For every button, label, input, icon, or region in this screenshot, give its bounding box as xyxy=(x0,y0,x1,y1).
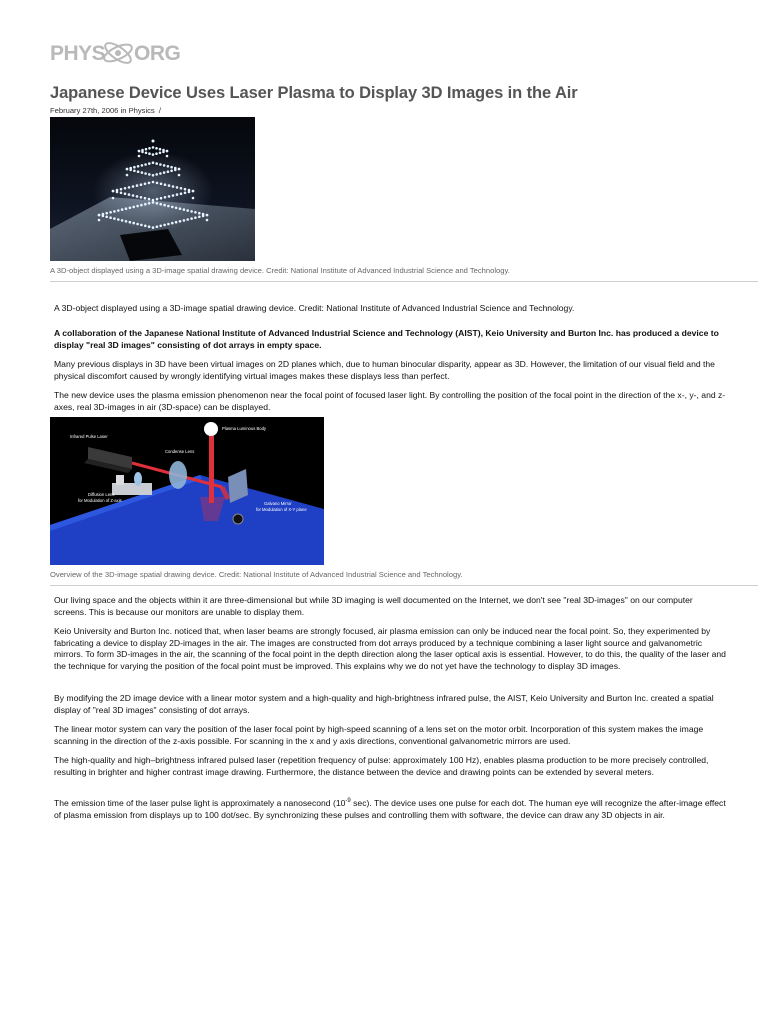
plasma-dot xyxy=(132,206,135,209)
plasma-dot xyxy=(128,186,131,189)
plasma-dot xyxy=(116,191,119,194)
plasma-dot xyxy=(176,193,179,196)
plasma-dot xyxy=(144,197,147,200)
plasma-dot xyxy=(162,151,165,154)
article-date: February 27th, 2006 xyxy=(50,106,119,115)
plasma-dot xyxy=(133,170,136,173)
figure1-caption: A 3D-object displayed using a 3D-image spatial drawing device. Credit: National Institute of Advanced Industrial Science and Technology. xyxy=(50,266,510,275)
plasma-dot xyxy=(137,165,140,168)
plasma-dot xyxy=(141,151,144,154)
plasma-dot xyxy=(144,225,147,228)
plasma-dot xyxy=(124,187,127,190)
plasma-dot xyxy=(136,205,139,208)
diagram-label-galvano-sub: for Modulation of X-Y plane xyxy=(256,507,307,512)
plasma-dot xyxy=(164,196,167,199)
plasma-dot xyxy=(175,207,178,210)
diagram-label-infrared: Infrared Pulse Laser xyxy=(70,434,108,439)
plasma-dot xyxy=(186,218,189,221)
plasma-dot xyxy=(152,226,155,229)
plasma-dot xyxy=(133,166,136,169)
plasma-dot xyxy=(140,183,143,186)
plasma-dot xyxy=(113,210,116,213)
plasma-dot xyxy=(172,185,175,188)
plasma-dot xyxy=(156,225,159,228)
plasma-dot xyxy=(159,163,162,166)
plasma-dot xyxy=(125,220,128,223)
plasma-dot xyxy=(113,217,116,220)
logo-text-phys: PHYS xyxy=(50,42,106,65)
plasma-dot xyxy=(198,216,201,219)
plasma-dot xyxy=(141,164,144,167)
diagram-label-condense: Condense Lens xyxy=(165,449,195,454)
plasma-dot xyxy=(136,184,139,187)
plasma-dot xyxy=(180,192,183,195)
plasma-dot xyxy=(126,168,129,171)
plasma-dot xyxy=(159,225,162,228)
plasma-dot xyxy=(190,210,193,213)
plasma-dot xyxy=(152,140,155,143)
plasma-dot xyxy=(168,184,171,187)
figure-3d-pyramid-image xyxy=(50,117,255,261)
category-link[interactable]: Physics xyxy=(128,106,155,115)
plasma-dot xyxy=(132,222,135,225)
plasma-dot xyxy=(128,193,131,196)
dateline-separator: / xyxy=(158,106,161,115)
article-dateline xyxy=(50,106,163,115)
plasma-dot xyxy=(156,182,159,185)
plasma-dot xyxy=(172,194,175,197)
plasma-dot xyxy=(140,204,143,207)
plasma-dot xyxy=(192,197,195,200)
plasma-dot xyxy=(163,224,166,227)
plasma-dot xyxy=(126,174,129,177)
plasma-dot xyxy=(129,221,132,224)
plasma-dot xyxy=(166,155,169,158)
plasma-dot xyxy=(120,188,123,191)
plasma-dot xyxy=(145,152,148,155)
plasma-dot xyxy=(148,182,151,185)
plasma-dot xyxy=(186,209,189,212)
plasma-dot xyxy=(167,170,170,173)
plasma-dot xyxy=(194,211,197,214)
plasma-dot xyxy=(156,198,159,201)
plasma-dot xyxy=(170,166,173,169)
body-paragraph: Our living space and the objects within it are three-dimensional but while 3D imaging is well documented on the Internet, we don't see "real 3D-images" on our computer screens. This is because our monitors are unable to display them. xyxy=(54,595,693,617)
p10-text-b: sec). The device uses one pulse for each dot. The human eye will recognize the after-image effect of plasma emission from displays up to 100 dot/sec. By synchronizing these pulses and controlling them with software, the device can draw any 3D objects in air. xyxy=(54,798,726,820)
diagram-label-diffusion: Diffusion Lens xyxy=(88,492,115,497)
plasma-dot xyxy=(163,171,166,174)
plasma-dot xyxy=(184,192,187,195)
plasma-dot xyxy=(159,203,162,206)
body-paragraph: A 3D-object displayed using a 3D-image spatial drawing device. Credit: National Institute of Advanced Industrial Science and Technology. xyxy=(54,303,575,313)
plasma-dot xyxy=(206,219,209,222)
plasma-dot xyxy=(144,172,147,175)
plasma-dot xyxy=(121,219,124,222)
body-paragraph: Many previous displays in 3D have been virtual images on 2D planes which, due to human binocular disparity, appear as 3D. However, the limitation of our visual field and the physical discomfort caused by wrongly identifying virtual images makes these displays less than perfect. xyxy=(54,359,715,381)
plasma-dot xyxy=(163,164,166,167)
plasma-dot xyxy=(140,196,143,199)
diagram-label-diffusion-sub: for Modulation of Z-axis xyxy=(78,498,122,503)
figure2-caption: Overview of the 3D-image spatial drawing device. Credit: National Institute of Advanced Industrial Science and Technology. xyxy=(50,570,463,579)
body-paragraph: Keio University and Burton Inc. noticed that, when laser beams are strongly focused, air plasma emission can only be induced near the focal point. So, they experimented by fabricating a device to display 2D-images in the air. The images are constructed from dot arrays produced by a technique combining a laser light source and galvanometric mirrors. To form 3D-images in the air, the scanning of the focal point in the depth direction along the laser optical axis is essential. However, to do this, the quality of the laser and the technique for varying the position of the focal point must be improved. This explains why we do not yet have the technology to display 3D images. xyxy=(54,626,726,671)
plasma-dot xyxy=(159,148,162,151)
plasma-dot xyxy=(167,205,170,208)
plasma-dot xyxy=(152,161,155,164)
plasma-dot xyxy=(124,192,127,195)
plasma-dot xyxy=(178,174,181,177)
plasma-dot xyxy=(171,222,174,225)
plasma-dot xyxy=(194,216,197,219)
plasma-dot xyxy=(105,216,108,219)
plasma-dot xyxy=(98,214,101,217)
plasma-dot xyxy=(148,162,151,165)
plasma-dot xyxy=(117,209,120,212)
plasma-dot xyxy=(168,195,171,198)
p10-text-a: The emission time of the laser pulse light is approximately a nanosecond (10 xyxy=(54,798,346,808)
body-paragraph: The new device uses the plasma emission phenomenon near the focal point of focused laser light. By controlling the position of the focal point in the direction of the x-, y-, and z-axes, real 3D-images in air (3D-space) can be displayed. xyxy=(54,390,726,412)
plasma-dot xyxy=(167,223,170,226)
divider xyxy=(50,585,758,586)
plasma-dot xyxy=(138,150,141,153)
plasma-dot xyxy=(148,173,151,176)
plasma-dot xyxy=(192,190,195,193)
plasma-dot xyxy=(117,218,120,221)
p10-exponent: -9 xyxy=(345,798,351,805)
plasma-dot xyxy=(148,202,151,205)
plasma-dot xyxy=(152,146,155,149)
plasma-dot xyxy=(112,197,115,200)
body-paragraph xyxy=(54,798,726,821)
plasma-dot xyxy=(156,202,159,205)
logo-text-org: ORG xyxy=(134,42,181,65)
plasma-dot xyxy=(155,173,158,176)
plasma-dot xyxy=(125,207,128,210)
plasma-dot xyxy=(136,223,139,226)
plasma-dot xyxy=(152,153,155,156)
body-paragraph: The high-quality and high–brightness infrared pulsed laser (repetition frequency of pulse: approximately 100 Hz), enables plasma production to be more precisely controlled, resulting in brighter and higher contrast image drawing. Furthermore, the distance between the device and drawing points can be extended by several meters. xyxy=(54,755,709,777)
plasma-dot xyxy=(184,188,187,191)
plasma-dot xyxy=(155,162,158,165)
plasma-dot xyxy=(152,201,155,204)
plasma-dot xyxy=(178,168,181,171)
plasma-dot xyxy=(148,225,151,228)
physorg-logo[interactable] xyxy=(50,36,182,70)
plasma-dot xyxy=(160,183,163,186)
dateline-in: in xyxy=(120,106,127,115)
plasma-dot xyxy=(140,224,143,227)
plasma-dot xyxy=(129,207,132,210)
plasma-dot xyxy=(202,215,205,218)
plasma-dot xyxy=(170,170,173,173)
plasma-dot xyxy=(166,150,169,153)
plasma-dot xyxy=(152,181,155,184)
plasma-dot xyxy=(171,206,174,209)
plasma-dot xyxy=(102,215,105,218)
plasma-dot xyxy=(174,169,177,172)
plasma-dot xyxy=(144,203,147,206)
plasma-dot xyxy=(163,204,166,207)
divider xyxy=(50,281,758,282)
plasma-dot xyxy=(112,190,115,193)
plasma-dot xyxy=(98,219,101,222)
article-title: Japanese Device Uses Laser Plasma to Display 3D Images in the Air xyxy=(50,84,578,102)
plasma-dot xyxy=(183,219,186,222)
plasma-dot xyxy=(198,212,201,215)
plasma-dot xyxy=(159,172,162,175)
plasma-dot xyxy=(129,169,132,172)
plasma-dot xyxy=(120,192,123,195)
plasma-dot xyxy=(152,174,155,177)
plasma-dot xyxy=(160,197,163,200)
plasma-dot xyxy=(155,147,158,150)
plasma-dot xyxy=(179,220,182,223)
lead-paragraph: A collaboration of the Japanese National Institute of Advanced Industrial Science and Technology (AIST), Keio University and Burton Inc. has produced a device to display "real 3D images" consisting of dot arrays in empty space. xyxy=(54,328,719,350)
figure-device-diagram xyxy=(50,417,324,565)
body-paragraph: The linear motor system can vary the position of the laser focal point by high-speed scanning of a lens set on the motor orbit. Incorporation of this system makes the image scanning in the direction of the z-axis possible. For scanning in the x and y axis directions, conventional galvanometric mirrors are used. xyxy=(54,724,704,746)
plasma-dot xyxy=(144,163,147,166)
plasma-dot xyxy=(190,217,193,220)
plasma-dot xyxy=(188,191,191,194)
plasma-dot xyxy=(109,216,112,219)
diagram-label-plasma: Plasma Luminous Body xyxy=(222,426,266,431)
plasma-dot xyxy=(175,221,178,224)
plasma-dot xyxy=(148,147,151,150)
plasma-dot xyxy=(132,194,135,197)
plasma-dot xyxy=(167,165,170,168)
plasma-dot xyxy=(137,170,140,173)
plasma-dot xyxy=(144,183,147,186)
plasma-dot xyxy=(164,183,167,186)
plasma-dot xyxy=(152,199,155,202)
plasma-dot xyxy=(159,152,162,155)
plasma-dot xyxy=(121,208,124,211)
plasma-dot xyxy=(148,198,151,201)
plasma-dot xyxy=(138,155,141,158)
atom-icon xyxy=(102,39,134,66)
plasma-dot xyxy=(136,195,139,198)
plasma-dot xyxy=(180,187,183,190)
plasma-dot xyxy=(206,214,209,217)
plasma-dot xyxy=(148,152,151,155)
body-paragraph: By modifying the 2D image device with a linear motor system and a high-quality and high-brightness infrared pulse, the AIST, Keio University and Burton Inc. created a spatial display of "real 3D images" consisting of dot arrays. xyxy=(54,693,714,715)
plasma-dot xyxy=(109,211,112,214)
plasma-dot xyxy=(105,212,108,215)
plasma-dot xyxy=(141,171,144,174)
plasma-dot xyxy=(155,152,158,155)
plasma-dot xyxy=(145,148,148,151)
plasma-dot xyxy=(179,207,182,210)
diagram-label-galvano: Galvano Mirror xyxy=(264,501,292,506)
plasma-dot xyxy=(183,208,186,211)
plasma-dot xyxy=(176,186,179,189)
plasma-dot xyxy=(132,185,135,188)
